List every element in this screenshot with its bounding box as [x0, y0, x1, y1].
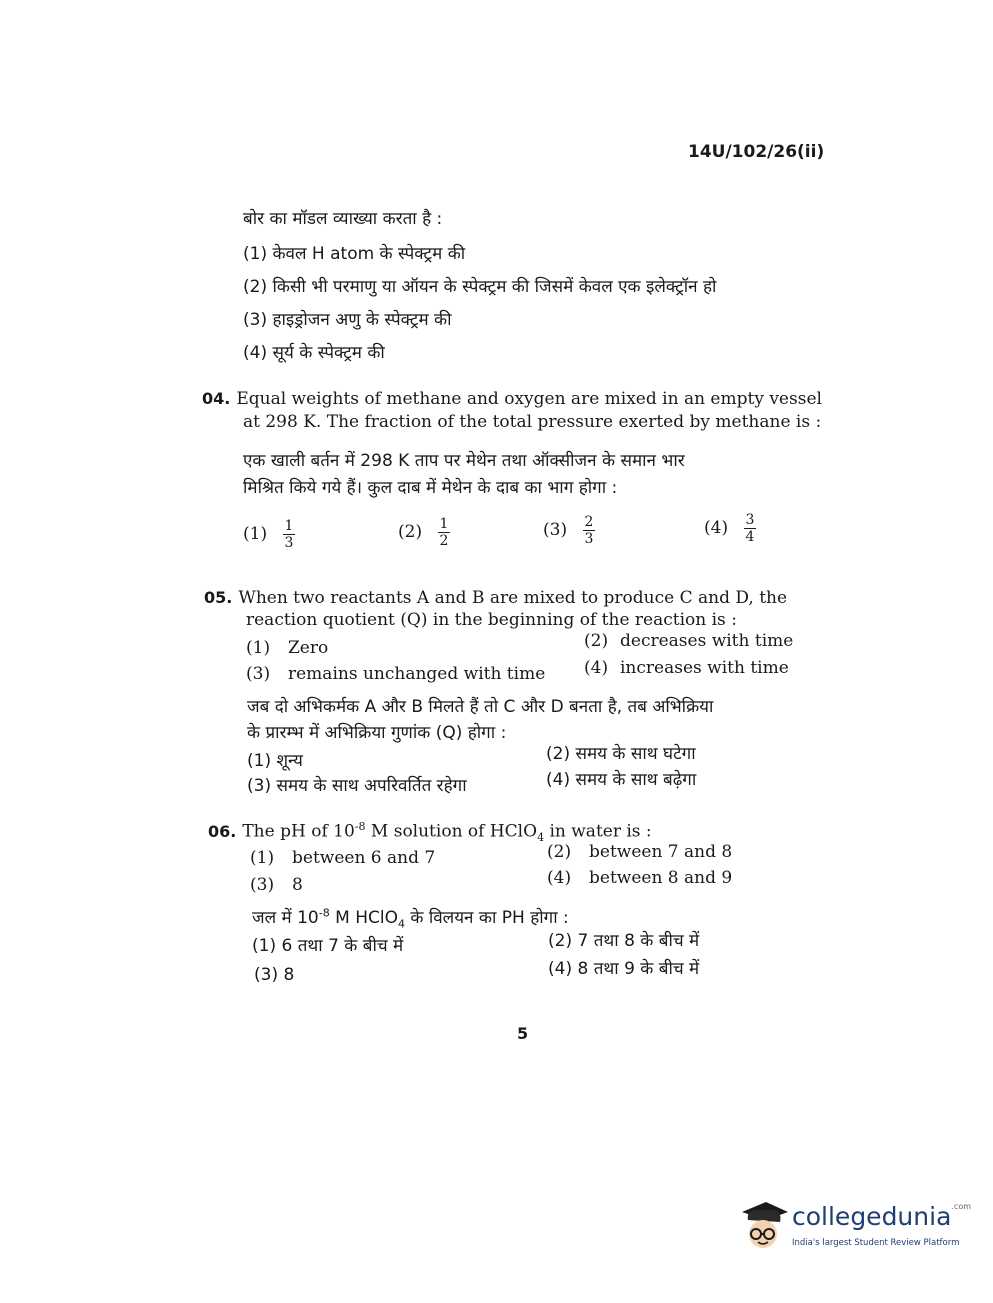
- q6-hindi-option-3: (3) 8: [254, 965, 295, 985]
- q5-hindi-line-2: के प्रारम्भ में अभिक्रिया गुणांक (Q) होगा :: [247, 723, 507, 743]
- collegedunia-logo: [736, 1196, 972, 1260]
- paper-code: 14U/102/26(ii): [688, 142, 825, 162]
- q3-hindi-option-1: (1) केवल H atom के स्पेक्ट्रम की: [243, 244, 466, 264]
- q5-option-1: (1) Zero: [246, 638, 329, 658]
- q3-hindi-option-3: (3) हाइड्रोजन अणु के स्पेक्ट्रम की: [243, 310, 452, 330]
- q5-hindi-option-4: (4) समय के साथ बढ़ेगा: [546, 770, 697, 790]
- q4-english-line-2: at 298 K. The fraction of the total pressure exerted by methane is :: [243, 412, 822, 432]
- q6-option-1: (1) between 6 and 7: [250, 848, 436, 868]
- q6-hindi-option-2: (2) 7 तथा 8 के बीच में: [548, 931, 700, 951]
- page-number: 5: [517, 1024, 529, 1043]
- q3-hindi-stem: बोर का मॉडल व्याख्या करता है :: [243, 209, 443, 229]
- q5-hindi-line-1: जब दो अभिकर्मक A और B मिलते हैं तो C और D बनता है, तब अभिक्रिया: [247, 697, 714, 717]
- q4-english-line-1: 04. Equal weights of methane and oxygen are mixed in an empty vessel: [202, 389, 822, 409]
- q4-option-2: (2) $\frac{1}{2}$: [398, 516, 449, 549]
- q5-hindi-option-1: (1) शून्य: [247, 751, 303, 771]
- q5-number: 05.: [204, 588, 233, 607]
- student-mascot-icon: [736, 1196, 790, 1256]
- q5-option-4: (4) increases with time: [584, 658, 789, 678]
- q5-hindi-option-2: (2) समय के साथ घटेगा: [546, 744, 696, 764]
- q6-hindi-option-1: (1) 6 तथा 7 के बीच में: [252, 936, 404, 956]
- q4-option-4: (4) $\frac{3}{4}$: [704, 512, 755, 545]
- q6-english-stem: 06. The pH of $10^{-8}$ M solution of HClO$_4$ in water is :: [208, 820, 652, 845]
- q5-english-line-2: reaction quotient (Q) in the beginning of the reaction is :: [246, 610, 737, 630]
- q5-hindi-option-3: (3) समय के साथ अपरिवर्तित रहेगा: [247, 776, 467, 796]
- q6-option-3: (3) 8: [250, 875, 303, 895]
- q5-english-line-1: 05. When two reactants A and B are mixed to produce C and D, the: [204, 588, 788, 608]
- logo-tagline: India's largest Student Review Platform: [792, 1238, 960, 1248]
- q4-hindi-line-2: मिश्रित किये गये हैं। कुल दाब में मेथेन के दाब का भाग होगा :: [243, 478, 618, 498]
- logo-wordmark: collegedunia$^{.com}$: [792, 1202, 972, 1231]
- q4-number: 04.: [202, 389, 231, 408]
- q6-hindi-option-4: (4) 8 तथा 9 के बीच में: [548, 959, 700, 979]
- q5-option-3: (3) remains unchanged with time: [246, 664, 546, 684]
- q4-hindi-line-1: एक खाली बर्तन में 298 K ताप पर मेथेन तथा ऑक्सीजन के समान भार: [243, 451, 685, 471]
- q6-option-4: (4) between 8 and 9: [547, 868, 733, 888]
- q3-hindi-option-4: (4) सूर्य के स्पेक्ट्रम की: [243, 343, 385, 363]
- q3-hindi-option-2: (2) किसी भी परमाणु या ऑयन के स्पेक्ट्रम की जिसमें केवल एक इलेक्ट्रॉन हो: [243, 277, 717, 297]
- q4-option-1: (1) $\frac{1}{3}$: [243, 518, 294, 551]
- q4-option-3: (3) $\frac{2}{3}$: [543, 514, 594, 547]
- q6-option-2: (2) between 7 and 8: [547, 842, 733, 862]
- q6-hindi-stem: जल में $10^{-8}$ M HClO$_4$ के विलयन का PH होगा :: [252, 906, 569, 931]
- q5-option-2: (2) decreases with time: [584, 631, 794, 651]
- q6-number: 06.: [208, 821, 237, 841]
